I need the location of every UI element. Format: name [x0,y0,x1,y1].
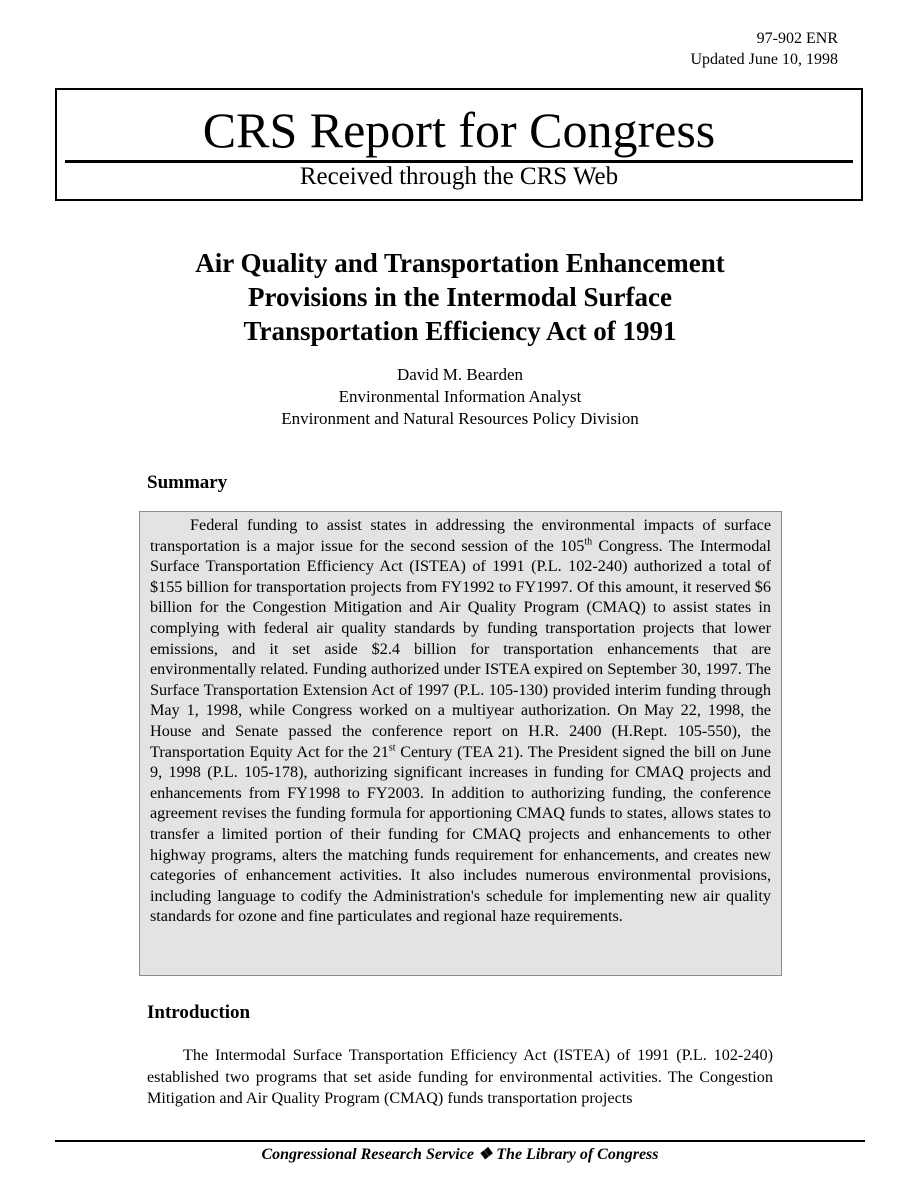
superscript-st: st [388,742,396,754]
page-footer [55,1144,865,1164]
introduction-heading: Introduction [147,1002,251,1023]
summary-heading: Summary [147,472,228,493]
summary-text-2: Congress. The Intermodal Surface Transportation Efficiency Act (ISTEA) of 1991 (P.L. 102-240) authorized a total of $155 billion for transportation projects from FY1992 to FY1997. Of this amount, it reserved $6 billion for the Congestion Mitigation and Air Quality Program (CMAQ) to assist states in complying with federal air quality standards by funding transportation projects that lower emissions, and it set aside $2.4 billion for transportation enhancements that are environmentally related. Funding authorized under ISTEA expired on September 30, 1997. The Surface Transportation Extension Act of 1997 (P.L. 105-130) provided interim funding through May 1, 1998, while Congress worked on a multiyear authorization. On May 22, 1998, the House and Senate passed the conference report on H.R. 2400 (H.Rept. 105-550), the Transportation Equity Act for the 21 [150,536,771,761]
summary-text-1: Federal funding to assist states in addressing the environmental impacts of surface transportation is a major issue for the second session of the 105 [150,516,771,555]
report-banner [55,88,863,201]
footer-rule [55,1140,865,1142]
summary-box [139,511,782,976]
report-number: 97-902 ENR [756,30,838,47]
report-identifier [690,28,838,70]
title-line: Air Quality and Transportation Enhancement [195,248,725,278]
summary-paragraph [150,515,771,927]
report-updated-date: Updated June 10, 1998 [690,51,838,68]
author-block [120,364,800,430]
document-title [120,246,800,348]
author-position: Environmental Information Analyst [338,387,582,406]
introduction-paragraph: The Intermodal Surface Transportation Efficiency Act (ISTEA) of 1991 (P.L. 102-240) established two programs that set aside funding for environmental activities. The Congestion Mitigation and Air Quality Program (CMAQ) funds transportation projects [147,1046,773,1107]
title-line: Provisions in the Intermodal Surface [248,282,672,312]
banner-title: CRS Report for Congress [202,102,716,158]
diamond-separator-icon: ❖ [477,1146,493,1163]
summary-text-3: Century (TEA 21). The President signed the bill on June 9, 1998 (P.L. 105-178), authorizing significant increases in funding for CMAQ projects and enhancements from FY1998 to FY2003. In addition to authorizing funding, the conference agreement revises the funding formula for apportioning CMAQ funds to states, allows states to transfer a limited portion of their funding for CMAQ projects and enhancements to other highway programs, alters the matching funds requirement for enhancements, and creates new categories of enhancement activities. It also includes numerous environmental provisions, including language to codify the Administration's schedule for implementing new air quality standards for ozone and fine particulates and regional haze requirements. [150,742,772,926]
author-division: Environment and Natural Resources Policy Division [281,409,639,428]
banner-subtitle: Received through the CRS Web [299,163,619,190]
footer-left: Congressional Research Service [261,1146,474,1163]
footer-right: The Library of Congress [496,1146,659,1163]
title-line: Transportation Efficiency Act of 1991 [243,316,677,346]
superscript-th: th [584,536,593,548]
author-name: David M. Bearden [396,365,524,384]
